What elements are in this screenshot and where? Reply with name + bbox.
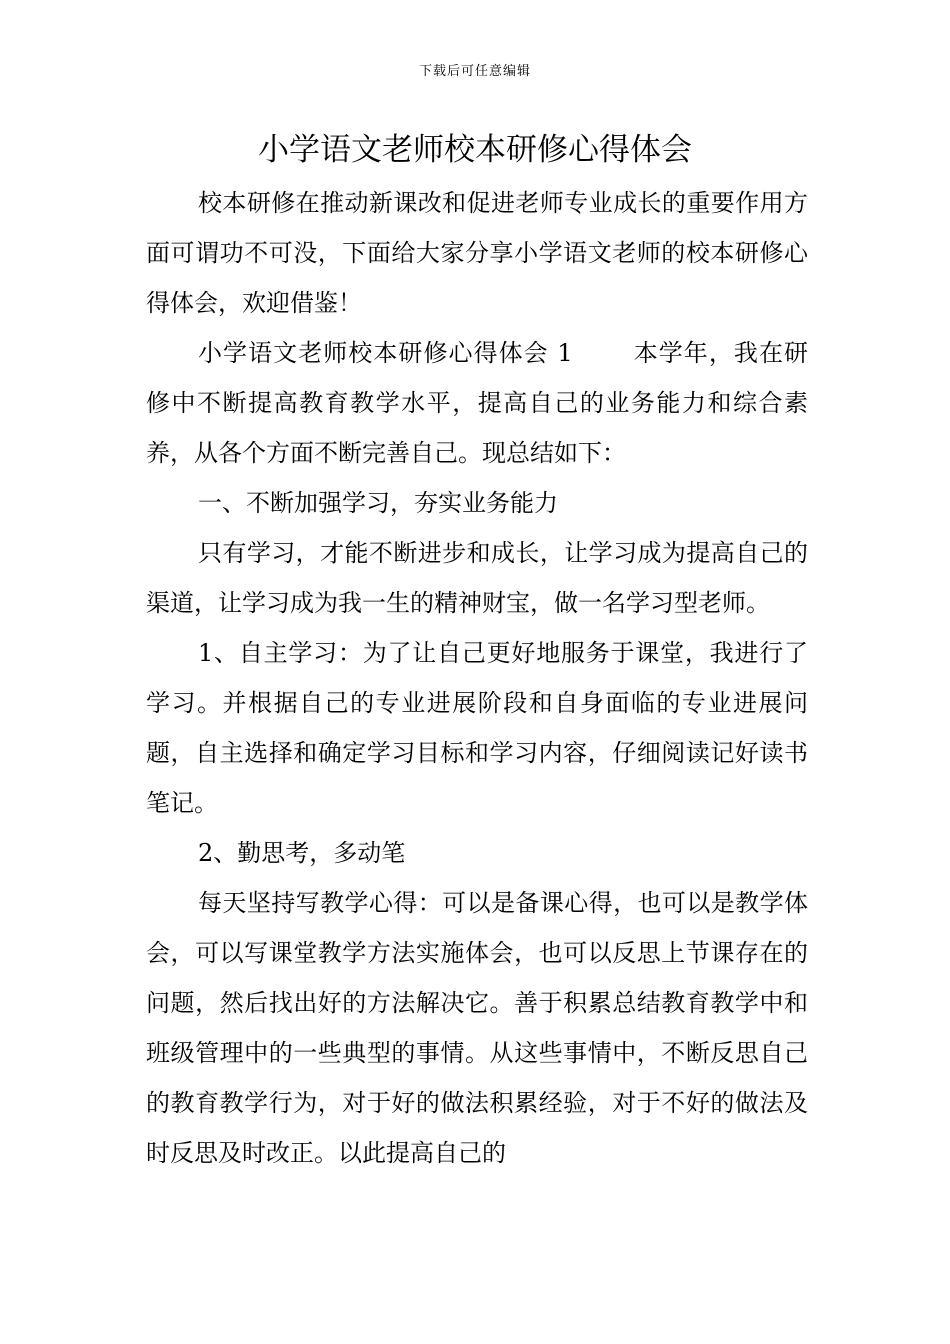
summary-text: 本学年，我在研修中不断提高教育教学水平，提高自己的业务能力和综合素养，从各个方面不断完善自己。现总结如下： [146,339,809,467]
subheading-thinking: 2、勤思考，多动笔 [198,839,406,867]
section-paragraph-1 [146,328,808,478]
self-study-paragraph: 1、自主学习：为了让自己更好地服务于课堂，我进行了学习。并根据自己的专业进展阶段和自身面临的专业进展问题，自主选择和确定学习目标和学习内容，仔细阅读记好读书笔记。 [146,639,808,817]
intro-paragraph: 校本研修在推动新课改和促进老师专业成长的重要作用方面可谓功不可没，下面给大家分享小学语文老师的校本研修心得体会，欢迎借鉴！ [146,189,808,317]
document-title: 小学语文老师校本研修心得体会 [258,132,692,168]
document-body [146,178,808,1178]
article-heading-1: 小学语文老师校本研修心得体会 1 [198,339,573,367]
learning-paragraph: 只有学习，才能不断进步和成长，让学习成为提高自己的渠道，让学习成为我一生的精神财宝，做一名学习型老师。 [146,539,808,617]
reflection-paragraph: 每天坚持写教学心得：可以是备课心得，也可以是教学体会，可以写课堂教学方法实施体会，也可以反思上节课存在的问题，然后找出好的方法解决它。善于积累总结教育教学中和班级管理中的一些典型的事情。从这些事情中，不断反思自己的教育教学行为，对于好的做法积累经验，对于不好的做法及时反思及时改正。以此提高自己的 [146,889,808,1167]
page-header-note: 下载后可任意编辑 [418,64,531,79]
subheading-learning: 一、不断加强学习，夯实业务能力 [198,489,558,517]
